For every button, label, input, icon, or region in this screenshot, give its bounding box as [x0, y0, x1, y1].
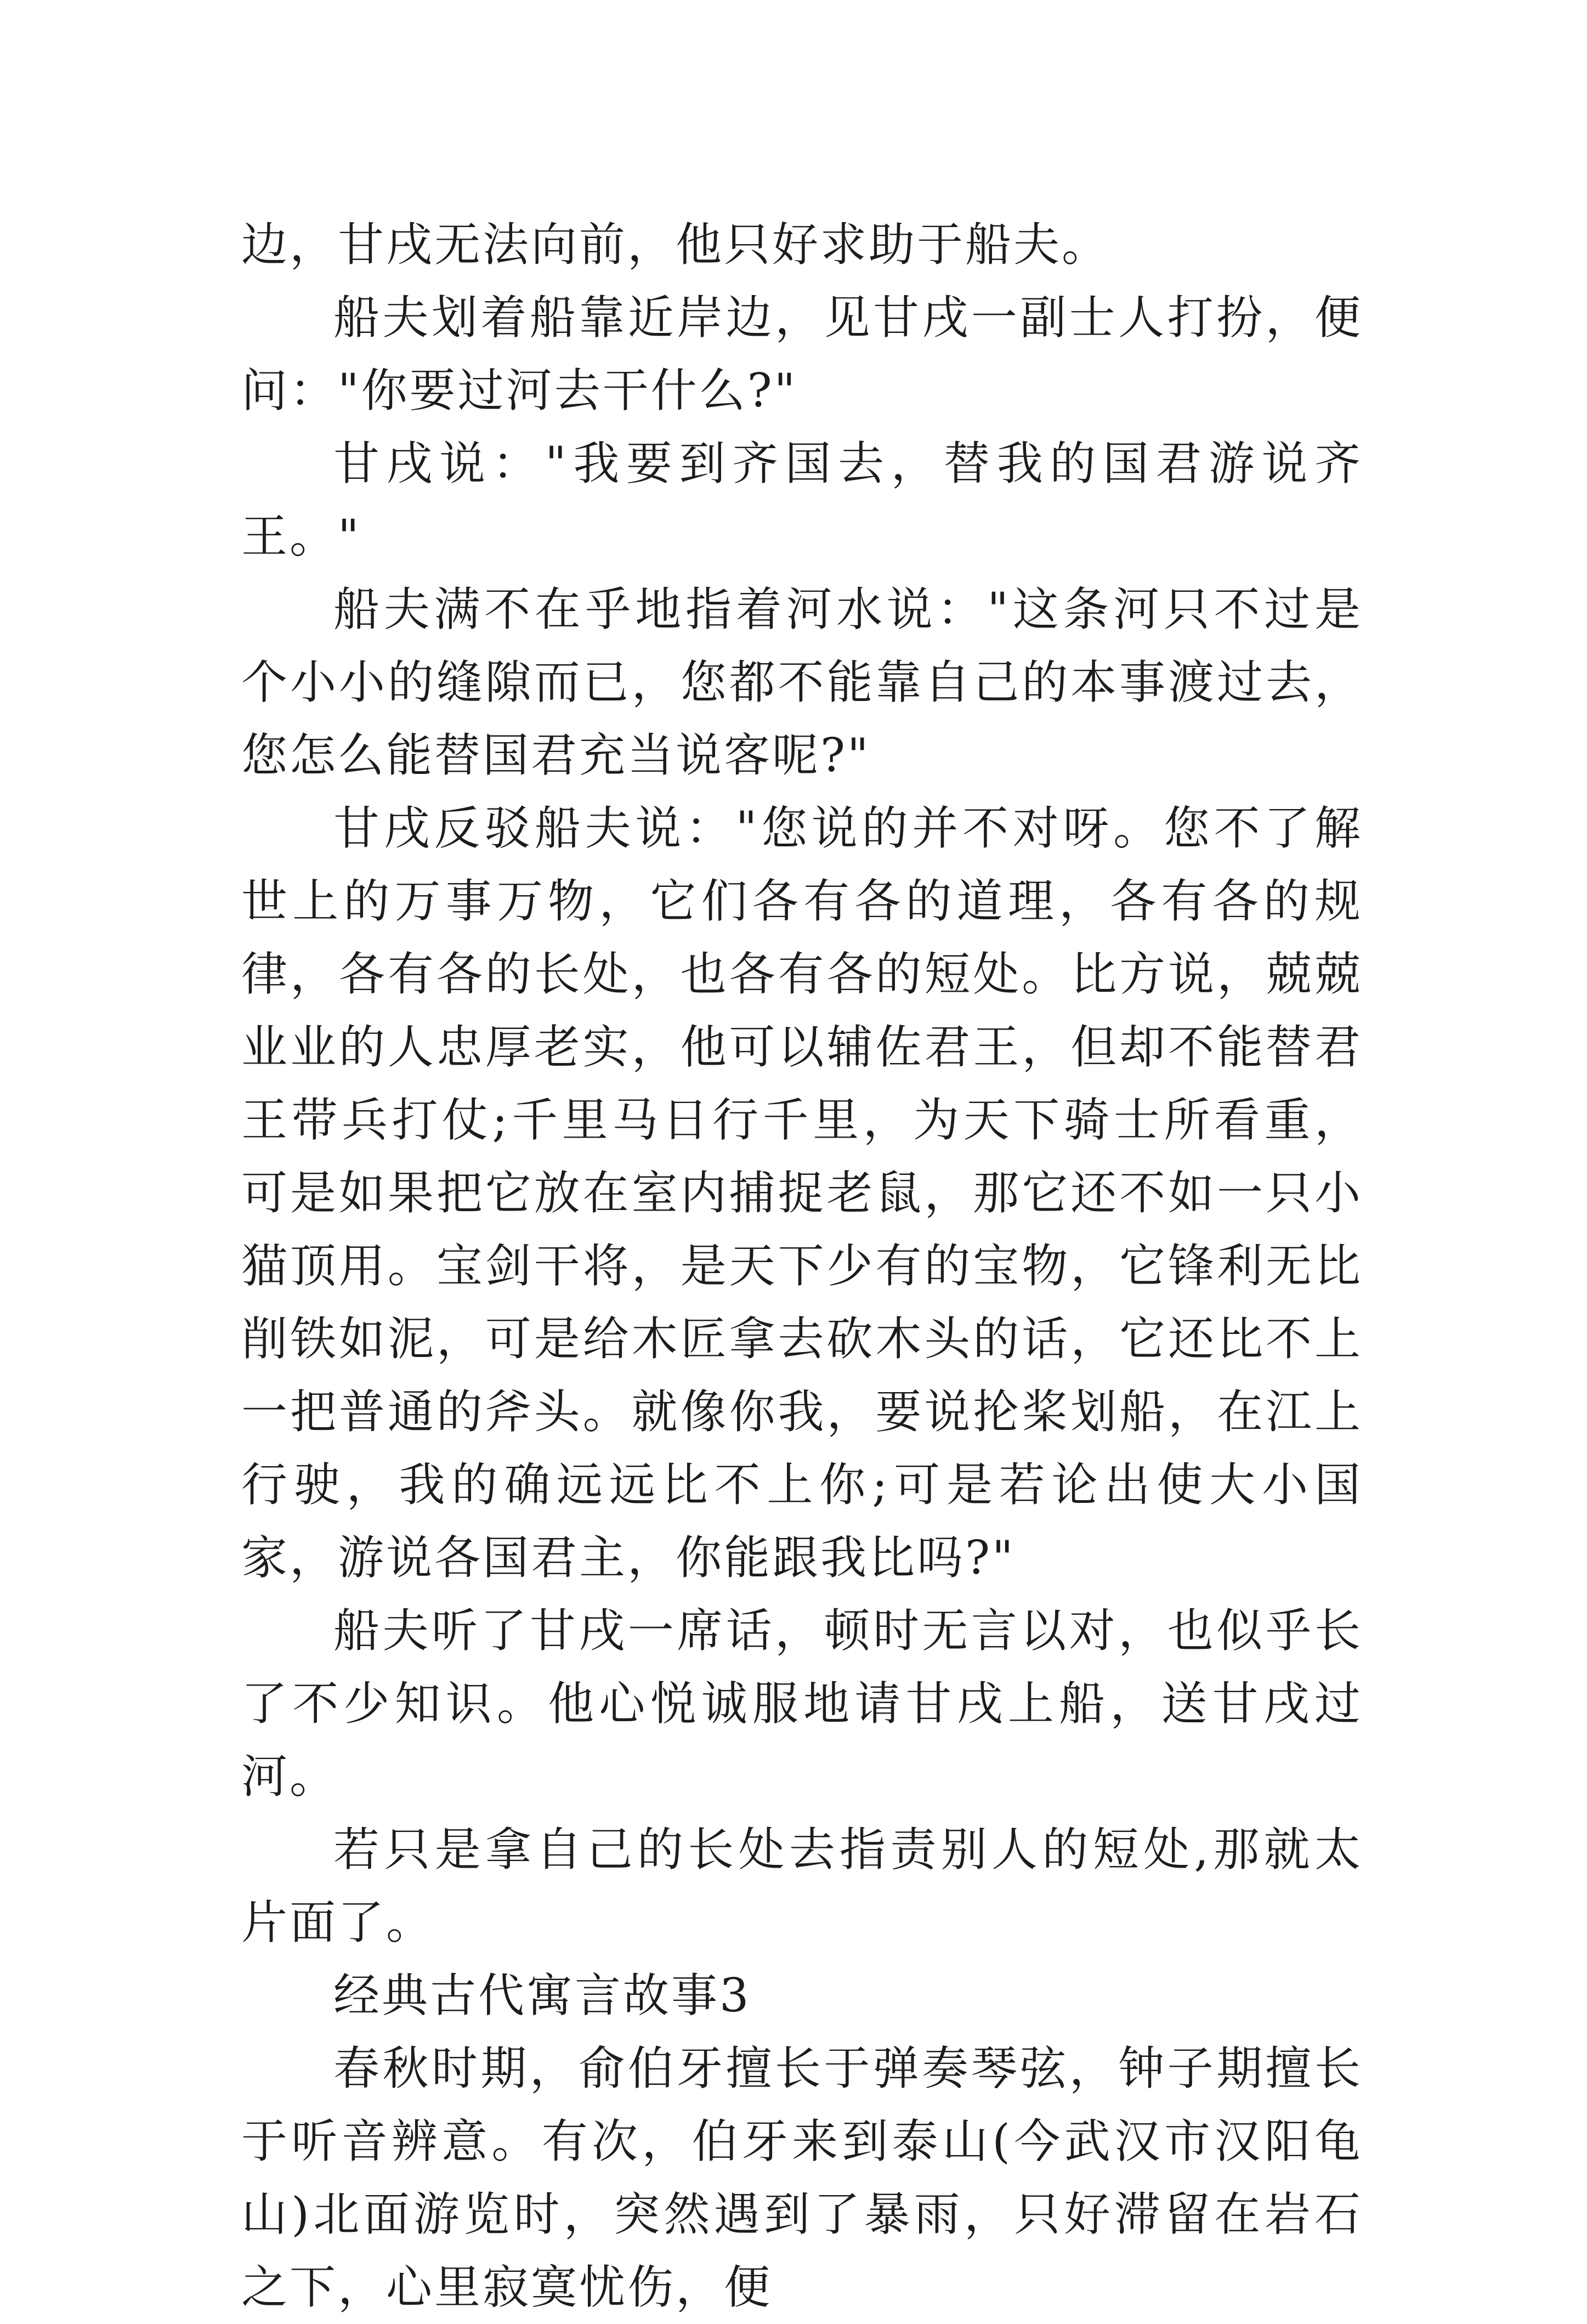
- body-text: [241, 208, 1363, 2324]
- paragraph: 船夫划着船靠近岸边，见甘戌一副士人打扮，便问："你要过河去干什么?": [241, 291, 1363, 417]
- paragraph-continuation: 边，甘戌无法向前，他只好求助于船夫。: [241, 218, 1110, 272]
- paragraph: 船夫听了甘戌一席话，顿时无言以对，也似乎长了不少知识。他心悦诚服地请甘戌上船，送甘戌过河。: [241, 1604, 1363, 1803]
- paragraph-moral: 若只是拿自己的长处去指责别人的短处,那就太片面了。: [241, 1823, 1363, 1949]
- paragraph: 甘戌说："我要到齐国去，替我的国君游说齐王。": [241, 437, 1363, 563]
- paragraph: 甘戌反驳船夫说："您说的并不对呀。您不了解世上的万事万物，它们各有各的道理，各有各的规律，各有各的长处，也各有各的短处。比方说，兢兢业业的人忠厚老实，他可以辅佐君王，但却不能替君王带兵打仗;千里马日行千里，为天下骑士所看重，可是如果把它放在室内捕捉老鼠，那它还不如一只小猫顶用。宝剑干将，是天下少有的宝物，它锋利无比削铁如泥，可是给木匠拿去砍木头的话，它还比不上一把普通的斧头。就像你我，要说抡桨划船，在江上行驶，我的确远远比不上你;可是若论出使大小国家，游说各国君主，你能跟我比吗?": [241, 801, 1363, 1585]
- paragraph: 春秋时期，俞伯牙擅长于弹奏琴弦，钟子期擅长于听音辨意。有次，伯牙来到泰山(今武汉市汉阳龟山)北面游览时，突然遇到了暴雨，只好滞留在岩石之下，心里寂寞忧伤，便: [241, 2042, 1363, 2314]
- section-heading: 经典古代寓言故事3: [333, 1969, 751, 2022]
- paragraph: 船夫满不在乎地指着河水说："这条河只不过是个小小的缝隙而已，您都不能靠自己的本事渡过去，您怎么能替国君充当说客呢?": [241, 583, 1363, 782]
